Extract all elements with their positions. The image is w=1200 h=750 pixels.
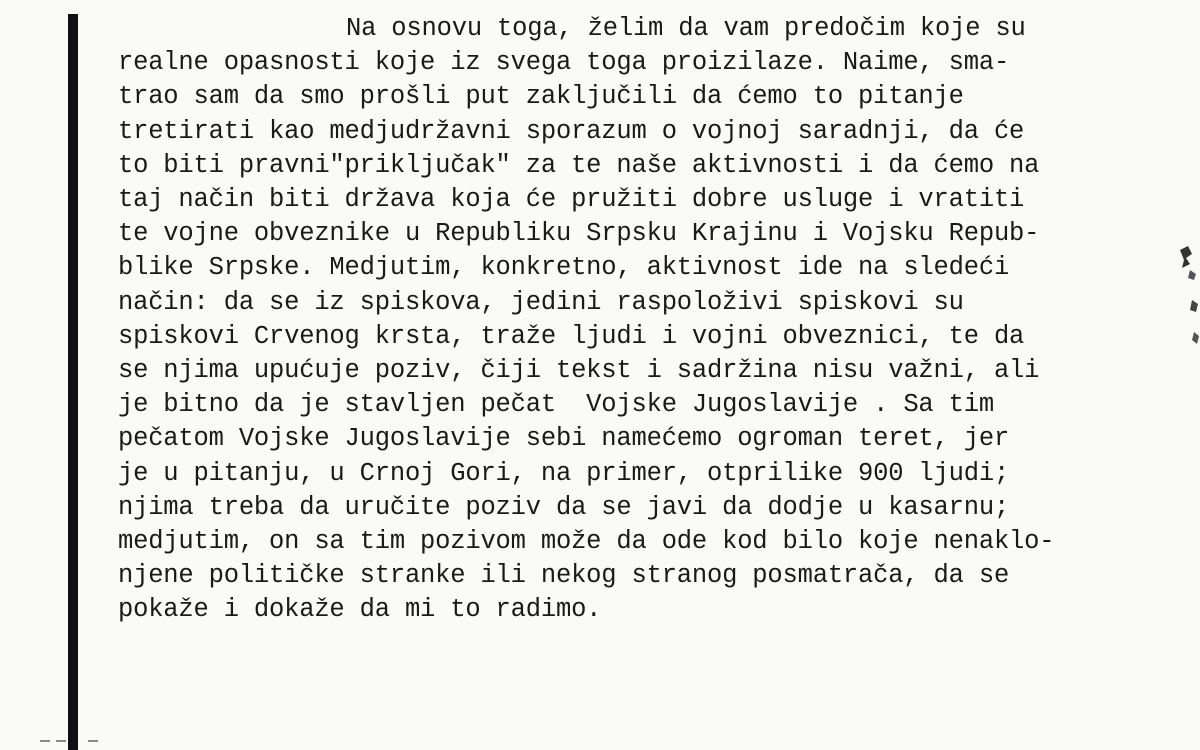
text-line: pokaže i dokaže da mi to radimo. (118, 595, 602, 625)
text-line: taj način biti država koja će pružiti dobre usluge i vratiti (118, 185, 1025, 215)
text-line: se njima upućuje poziv, čiji tekst i sadržina nisu važni, ali (118, 356, 1040, 386)
scan-artifact-mark (1170, 240, 1200, 350)
scan-artifact-dashes (40, 738, 120, 744)
text-line: realne opasnosti koje iz svega toga proizilaze. Naime, sma- (118, 48, 1010, 78)
text-line: medjutim, on sa tim pozivom može da ode kod bilo koje nenaklo- (118, 527, 1055, 557)
text-line: blike Srpske. Medjutim, konkretno, aktivnost ide na sledeći (118, 253, 1010, 283)
text-line: trao sam da smo prošli put zaključili da ćemo to pitanje (118, 82, 964, 112)
text-line: Na osnovu toga, želim da vam predočim koje su (346, 14, 1026, 43)
text-line: je u pitanju, u Crnoj Gori, na primer, otprilike 900 ljudi; (118, 458, 1010, 488)
text-line: njima treba da uručite poziv da se javi da dodje u kasarnu; (118, 492, 1010, 522)
text-line: spiskovi Crvenog krsta, traže ljudi i vojni obveznici, te da (118, 321, 1025, 351)
text-line: njene političke stranke ili nekog stranog posmatrača, da se (118, 561, 1010, 591)
text-line: te vojne obveznike u Republiku Srpsku Krajinu i Vojsku Repub- (118, 219, 1040, 249)
text-line: je bitno da je stavljen pečat Vojske Jugoslavije . Sa tim (118, 390, 994, 420)
text-line: to biti pravni"priključak" za te naše aktivnosti i da ćemo na (118, 150, 1040, 180)
text-line: pečatom Vojske Jugoslavije sebi namećemo ogroman teret, jer (118, 424, 1010, 454)
margin-bar (68, 14, 78, 750)
text-line: način: da se iz spiskova, jedini raspoloživi spiskovi su (118, 287, 964, 317)
text-line: tretirati kao medjudržavni sporazum o vojnoj saradnji, da će (118, 116, 1025, 146)
document-text (118, 12, 1178, 628)
